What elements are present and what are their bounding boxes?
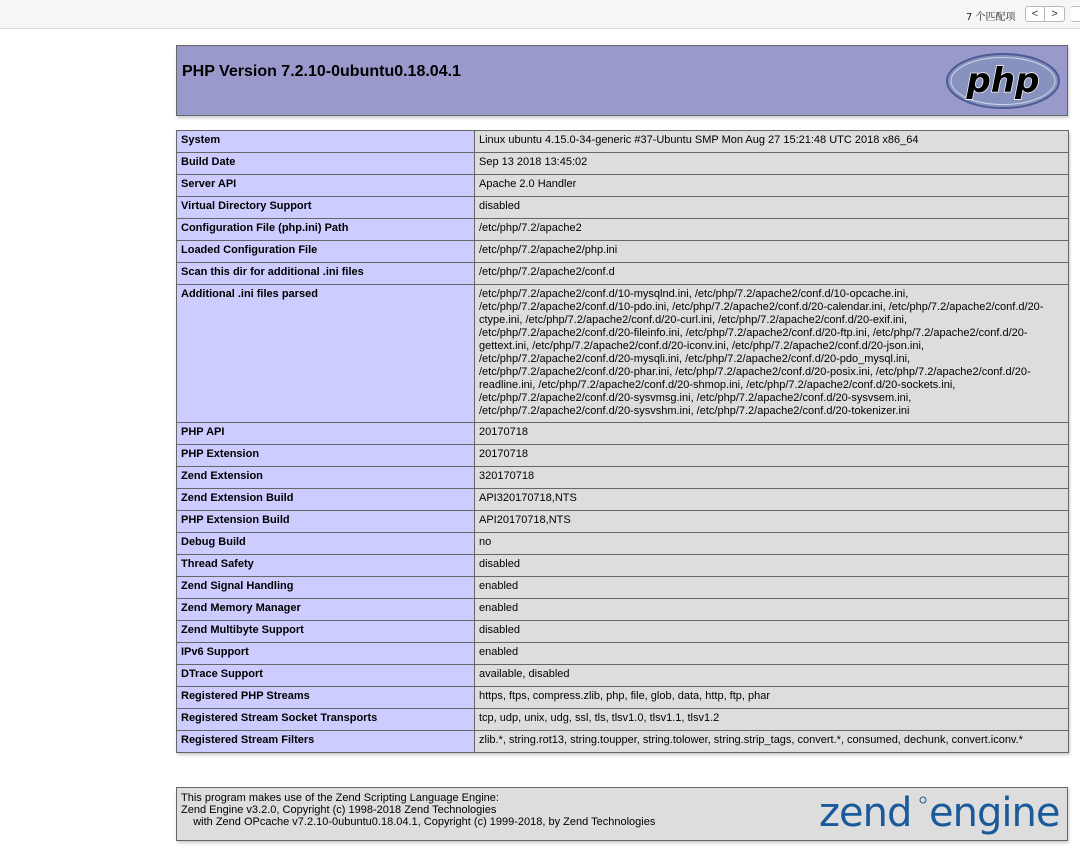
- row-value: /etc/php/7.2/apache2: [475, 219, 1069, 241]
- row-key: Virtual Directory Support: [177, 197, 475, 219]
- table-row: [177, 219, 1069, 241]
- row-value: Sep 13 2018 13:45:02: [475, 153, 1069, 175]
- table-row: [177, 643, 1069, 665]
- row-key: Build Date: [177, 153, 475, 175]
- row-key: Thread Safety: [177, 555, 475, 577]
- row-value: disabled: [475, 621, 1069, 643]
- row-value: API20170718,NTS: [475, 511, 1069, 533]
- zend-credits: [181, 792, 655, 828]
- zend-credit-line-2: Zend Engine v3.2.0, Copyright (c) 1998-2018 Zend Technologies: [181, 804, 497, 816]
- registered-mark-icon: [920, 797, 926, 803]
- table-row: [177, 621, 1069, 643]
- zend-engine-box: [176, 787, 1068, 841]
- php-logo-text: php: [966, 61, 1040, 101]
- table-row: [177, 665, 1069, 687]
- table-row: [177, 285, 1069, 423]
- table-row: [177, 687, 1069, 709]
- row-key: PHP Extension Build: [177, 511, 475, 533]
- row-value: Linux ubuntu 4.15.0-34-generic #37-Ubuntu SMP Mon Aug 27 15:21:48 UTC 2018 x86_64: [475, 131, 1069, 153]
- row-value: enabled: [475, 643, 1069, 665]
- row-value: enabled: [475, 577, 1069, 599]
- table-row: [177, 555, 1069, 577]
- row-value: available, disabled: [475, 665, 1069, 687]
- row-key: Additional .ini files parsed: [177, 285, 475, 423]
- find-previous-button[interactable]: [1025, 6, 1045, 22]
- row-key: DTrace Support: [177, 665, 475, 687]
- find-done-button[interactable]: [1071, 6, 1080, 22]
- php-info-table: [176, 130, 1069, 753]
- row-key: IPv6 Support: [177, 643, 475, 665]
- row-key: System: [177, 131, 475, 153]
- table-row: [177, 489, 1069, 511]
- row-value: /etc/php/7.2/apache2/php.ini: [475, 241, 1069, 263]
- zend-credit-line-1: This program makes use of the Zend Scripting Language Engine:: [181, 792, 499, 804]
- row-value: /etc/php/7.2/apache2/conf.d: [475, 263, 1069, 285]
- row-value: zlib.*, string.rot13, string.toupper, string.tolower, string.strip_tags, convert.*, consumed, dechunk, convert.iconv.*: [475, 731, 1069, 753]
- row-key: Loaded Configuration File: [177, 241, 475, 263]
- table-row: [177, 445, 1069, 467]
- row-value: 20170718: [475, 423, 1069, 445]
- row-value: /etc/php/7.2/apache2/conf.d/10-mysqlnd.ini, /etc/php/7.2/apache2/conf.d/10-opcache.ini, /etc/php/7.2/apache2/conf.d/10-pdo.ini, /etc/php/7.2/apache2/conf.d/20-calendar.ini, /etc/php/7.2/apache2/conf.d/20-ctype.ini, /etc/php/7.2/apache2/conf.d/20-curl.ini, /etc/php/7.2/apache2/conf.d/20-exif.ini, /etc/php/7.2/apache2/conf.d/20-fileinfo.ini, /etc/php/7.2/apache2/conf.d/20-ftp.ini, /etc/php/7.2/apache2/conf.d/20-gettext.ini, /etc/php/7.2/apache2/conf.d/20-iconv.ini, /etc/php/7.2/apache2/conf.d/20-json.ini, /etc/php/7.2/apache2/conf.d/20-mysqli.ini, /etc/php/7.2/apache2/conf.d/20-pdo_mysql.ini, /etc/php/7.2/apache2/conf.d/20-phar.ini, /etc/php/7.2/apache2/conf.d/20-posix.ini, /etc/php/7.2/apache2/conf.d/20-readline.ini, /etc/php/7.2/apache2/conf.d/20-shmop.ini, /etc/php/7.2/apache2/conf.d/20-sockets.ini, /etc/php/7.2/apache2/conf.d/20-sysvmsg.ini, /etc/php/7.2/apache2/conf.d/20-sysvsem.ini, /etc/php/7.2/apache2/conf.d/20-sysvshm.ini, /etc/php/7.2/apache2/conf.d/20-tokenizer.ini: [475, 285, 1069, 423]
- find-navigation: [1025, 6, 1080, 22]
- find-match-count: 7 个匹配项: [966, 12, 1016, 23]
- row-value: https, ftps, compress.zlib, php, file, glob, data, http, ftp, phar: [475, 687, 1069, 709]
- row-key: Zend Signal Handling: [177, 577, 475, 599]
- table-row: [177, 197, 1069, 219]
- table-row: [177, 709, 1069, 731]
- row-key: Zend Extension Build: [177, 489, 475, 511]
- table-row: [177, 153, 1069, 175]
- row-value: API320170718,NTS: [475, 489, 1069, 511]
- row-key: Zend Multibyte Support: [177, 621, 475, 643]
- table-row: [177, 731, 1069, 753]
- row-key: Scan this dir for additional .ini files: [177, 263, 475, 285]
- row-key: PHP Extension: [177, 445, 475, 467]
- row-key: Debug Build: [177, 533, 475, 555]
- table-row: [177, 131, 1069, 153]
- php-logo: [945, 52, 1061, 110]
- zend-credit-line-3: with Zend OPcache v7.2.10-0ubuntu0.18.04.1, Copyright (c) 1999-2018, by Zend Technologies: [181, 816, 656, 828]
- chevron-left-icon: <: [1031, 8, 1039, 20]
- row-value: no: [475, 533, 1069, 555]
- row-key: Server API: [177, 175, 475, 197]
- php-version-header: [176, 45, 1068, 116]
- row-value: disabled: [475, 555, 1069, 577]
- table-row: [177, 599, 1069, 621]
- row-key: PHP API: [177, 423, 475, 445]
- table-row: [177, 533, 1069, 555]
- engine-logo-word: engine: [929, 790, 1060, 836]
- table-row: [177, 175, 1069, 197]
- row-value: 320170718: [475, 467, 1069, 489]
- table-row: [177, 467, 1069, 489]
- page-title: PHP Version 7.2.10-0ubuntu0.18.04.1: [182, 63, 461, 80]
- row-value: enabled: [475, 599, 1069, 621]
- row-key: Zend Memory Manager: [177, 599, 475, 621]
- row-value: Apache 2.0 Handler: [475, 175, 1069, 197]
- zend-logo-word: zend: [819, 790, 912, 836]
- find-bar: [0, 0, 1080, 29]
- row-key: Zend Extension: [177, 467, 475, 489]
- table-row: [177, 263, 1069, 285]
- row-key: Registered PHP Streams: [177, 687, 475, 709]
- row-key: Configuration File (php.ini) Path: [177, 219, 475, 241]
- row-value: disabled: [475, 197, 1069, 219]
- table-row: [177, 511, 1069, 533]
- chevron-right-icon: >: [1051, 8, 1058, 20]
- table-row: [177, 241, 1069, 263]
- zend-engine-logo: [817, 790, 1061, 838]
- table-row: [177, 577, 1069, 599]
- row-value: tcp, udp, unix, udg, ssl, tls, tlsv1.0, tlsv1.1, tlsv1.2: [475, 709, 1069, 731]
- row-key: Registered Stream Socket Transports: [177, 709, 475, 731]
- row-value: 20170718: [475, 445, 1069, 467]
- find-next-button[interactable]: [1045, 6, 1065, 22]
- table-row: [177, 423, 1069, 445]
- row-key: Registered Stream Filters: [177, 731, 475, 753]
